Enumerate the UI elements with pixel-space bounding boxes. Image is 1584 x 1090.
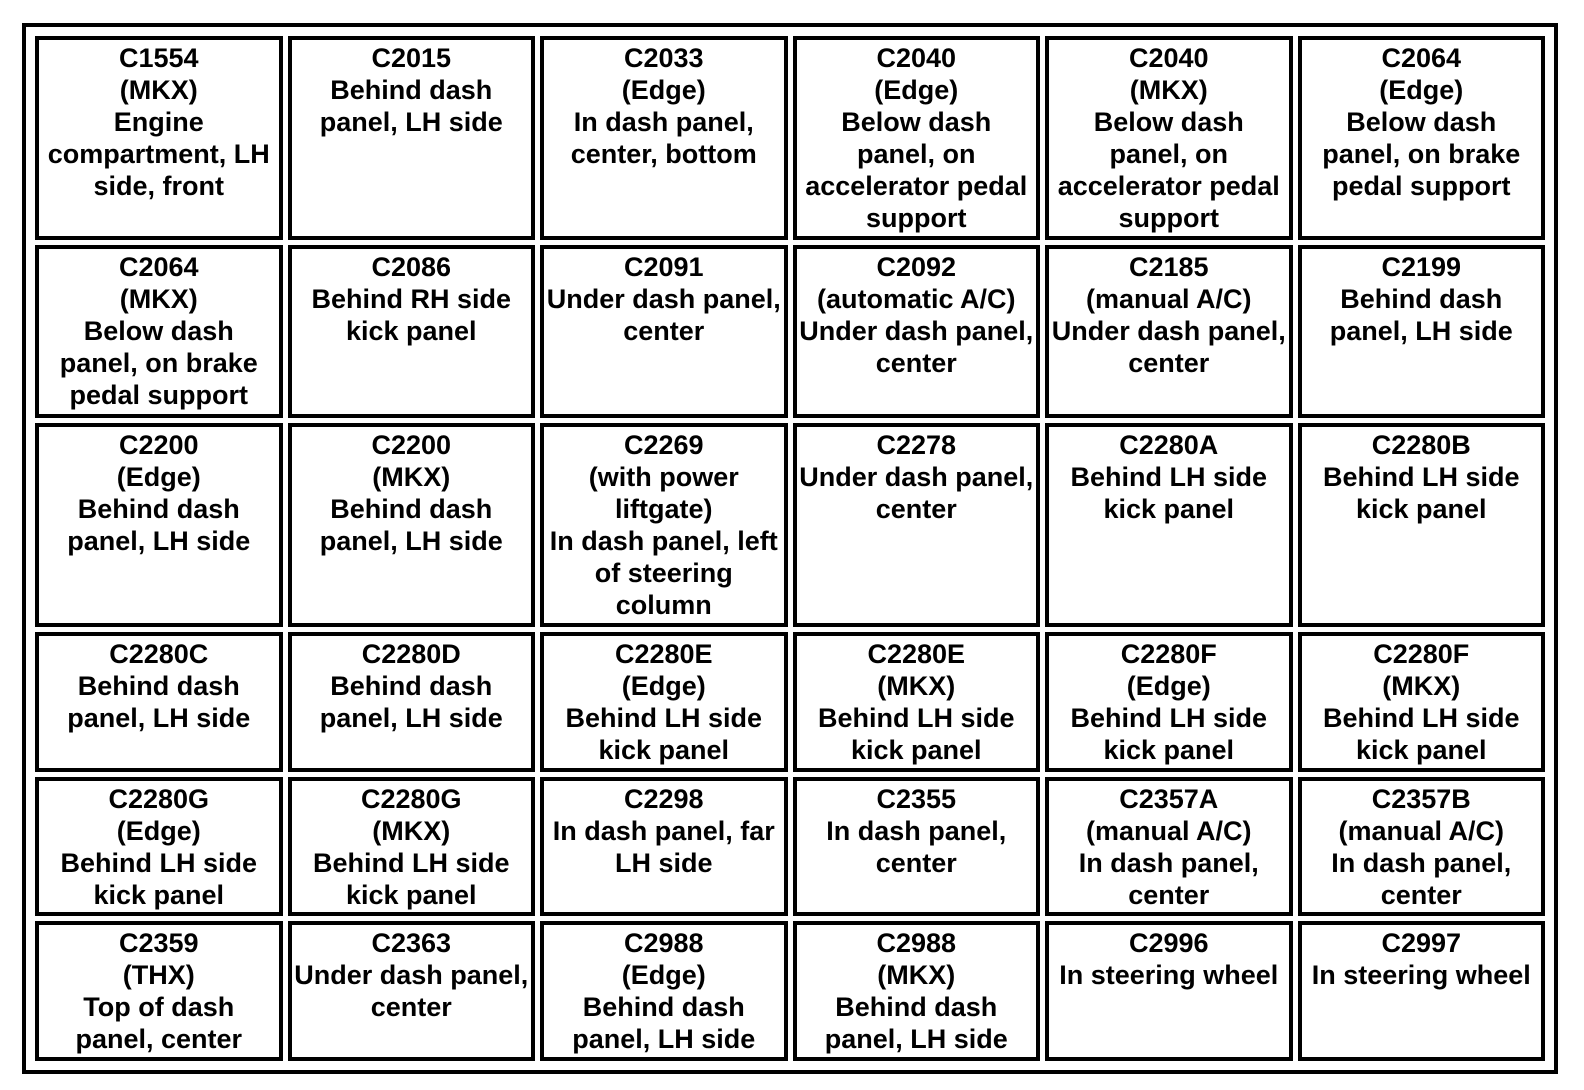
connector-cell <box>793 245 1041 417</box>
connector-location: In dash panel, center <box>1078 847 1259 910</box>
connector-qualifier: (Edge) <box>1126 670 1211 701</box>
connector-location: Behind LH side kick panel <box>1070 702 1267 765</box>
connector-code: C2363 <box>371 928 452 959</box>
connector-qualifier: (Edge) <box>621 960 706 991</box>
connector-code: C2280C <box>109 638 209 669</box>
connector-location: Behind dash panel, LH side <box>572 992 756 1055</box>
connector-cell <box>1298 423 1546 627</box>
connector-location: Behind dash panel, LH side <box>1329 284 1513 347</box>
connector-qualifier: (manual A/C) <box>1338 815 1504 846</box>
table-row <box>35 423 1545 627</box>
connector-code: C2280E <box>614 638 713 669</box>
connector-code: C2280F <box>1120 638 1217 669</box>
connector-qualifier: (MKX) <box>877 670 956 701</box>
connector-qualifier: (MKX) <box>1129 75 1208 105</box>
connector-cell <box>1298 632 1546 772</box>
connector-qualifier: (MKX) <box>372 461 451 492</box>
connector-code: C2280G <box>108 783 210 814</box>
connector-cell <box>288 632 536 772</box>
connector-cell <box>288 423 536 627</box>
connector-code: C2200 <box>371 429 452 460</box>
connector-code: C2997 <box>1381 928 1462 959</box>
connector-cell <box>1298 245 1546 417</box>
connector-code: C2280A <box>1119 429 1219 460</box>
connector-cell <box>540 777 788 917</box>
connector-location: Under dash panel, center <box>546 284 781 347</box>
connector-code: C2298 <box>623 783 704 814</box>
connector-location: In dash panel, left of steering column <box>549 525 778 620</box>
connector-cell <box>793 777 1041 917</box>
connector-qualifier: (manual A/C) <box>1085 284 1252 315</box>
connector-cell <box>1298 777 1546 917</box>
connector-cell <box>540 921 788 1061</box>
connector-table-body <box>35 36 1545 1061</box>
connector-location: In steering wheel <box>1059 960 1279 991</box>
connector-code: C2086 <box>371 252 452 283</box>
connector-qualifier: (MKX) <box>119 284 198 315</box>
connector-cell <box>288 777 536 917</box>
connector-code: C2359 <box>118 928 199 959</box>
connector-cell <box>793 36 1041 240</box>
connector-cell <box>540 632 788 772</box>
connector-qualifier: (MKX) <box>1382 670 1461 701</box>
connector-cell <box>540 245 788 417</box>
connector-location: Behind LH side kick panel <box>1322 702 1520 765</box>
connector-qualifier: (Edge) <box>874 75 959 105</box>
connector-cell <box>540 423 788 627</box>
connector-location: Behind LH side kick panel <box>817 702 1015 765</box>
connector-qualifier: (with power liftgate) <box>588 461 739 524</box>
connector-code: C2040 <box>1128 43 1209 73</box>
connector-location: Under dash panel, center <box>799 461 1034 524</box>
connector-cell <box>1045 921 1293 1061</box>
connector-code: C2988 <box>623 928 704 959</box>
connector-cell <box>35 245 283 417</box>
connector-cell <box>1045 245 1293 417</box>
connector-code: C2280E <box>867 638 966 669</box>
connector-location-table <box>30 31 1550 1066</box>
connector-cell <box>1045 632 1293 772</box>
connector-location: Behind dash panel, LH side <box>824 992 1008 1055</box>
connector-location: Behind LH side kick panel <box>312 847 510 910</box>
connector-location: In dash panel, far LH side <box>552 815 775 878</box>
connector-qualifier: (THX) <box>122 960 195 991</box>
connector-code: C2988 <box>876 928 957 959</box>
connector-code: C2280B <box>1371 429 1471 460</box>
connector-location: Behind dash panel, LH side <box>319 670 503 733</box>
connector-code: C2199 <box>1381 252 1462 283</box>
connector-location: Behind dash panel, LH side <box>319 493 503 556</box>
connector-code: C2040 <box>876 43 957 73</box>
connector-code: C2064 <box>1381 43 1462 73</box>
connector-qualifier: (automatic A/C) <box>816 284 1016 315</box>
connector-code: C2033 <box>623 43 704 73</box>
connector-code: C2185 <box>1128 252 1209 283</box>
connector-location: Below dash panel, on brake pedal support <box>59 316 258 411</box>
table-row <box>35 632 1545 772</box>
table-row <box>35 36 1545 240</box>
table-row <box>35 245 1545 417</box>
connector-location: Under dash panel, center <box>294 960 529 1023</box>
connector-location: Behind dash panel, LH side <box>319 75 503 137</box>
connector-qualifier: (MKX) <box>877 960 956 991</box>
table-row <box>35 921 1545 1061</box>
connector-cell <box>793 921 1041 1061</box>
connector-location: In dash panel, center <box>1331 847 1512 910</box>
connector-cell <box>35 36 283 240</box>
connector-location: Behind LH side kick panel <box>1322 461 1520 524</box>
connector-location: Below dash panel, on accelerator pedal support <box>1057 107 1280 233</box>
connector-qualifier: (MKX) <box>372 815 451 846</box>
connector-cell <box>288 245 536 417</box>
connector-location: Behind dash panel, LH side <box>67 670 251 733</box>
connector-qualifier: (Edge) <box>116 815 201 846</box>
connector-location: Behind RH side kick panel <box>311 284 512 347</box>
connector-code: C2278 <box>876 429 957 460</box>
connector-code: C2280D <box>361 638 461 669</box>
connector-code: C2357A <box>1119 783 1219 814</box>
connector-location: In dash panel, center, bottom <box>570 107 757 169</box>
connector-qualifier: (MKX) <box>119 75 198 105</box>
connector-qualifier: (Edge) <box>116 461 201 492</box>
connector-location-table-frame <box>22 23 1558 1074</box>
connector-code: C2091 <box>623 252 704 283</box>
connector-cell <box>35 921 283 1061</box>
connector-location: Under dash panel, center <box>1051 316 1286 379</box>
connector-cell <box>540 36 788 240</box>
connector-code: C2355 <box>876 783 957 814</box>
connector-code: C2092 <box>876 252 957 283</box>
connector-code: C2357B <box>1371 783 1471 814</box>
connector-qualifier: (Edge) <box>621 75 706 105</box>
connector-location: Engine compartment, LH side, front <box>47 107 270 201</box>
connector-code: C2200 <box>118 429 199 460</box>
connector-cell <box>288 36 536 240</box>
connector-location: Under dash panel, center <box>799 316 1034 379</box>
connector-location: In steering wheel <box>1311 960 1531 991</box>
connector-cell <box>35 632 283 772</box>
connector-code: C2064 <box>118 252 199 283</box>
connector-location: Behind LH side kick panel <box>1070 461 1267 524</box>
connector-location: In dash panel, center <box>826 815 1007 878</box>
table-row <box>35 777 1545 917</box>
connector-cell <box>793 423 1041 627</box>
connector-location: Below dash panel, on brake pedal support <box>1322 107 1521 201</box>
connector-code: C1554 <box>118 43 199 73</box>
connector-location: Behind dash panel, LH side <box>67 493 251 556</box>
connector-location: Top of dash panel, center <box>75 992 243 1055</box>
connector-qualifier: (Edge) <box>621 670 706 701</box>
connector-cell <box>793 632 1041 772</box>
connector-code: C2280F <box>1373 638 1470 669</box>
connector-cell <box>288 921 536 1061</box>
connector-qualifier: (manual A/C) <box>1085 815 1252 846</box>
connector-cell <box>35 777 283 917</box>
connector-code: C2269 <box>623 429 704 460</box>
connector-cell <box>1298 921 1546 1061</box>
connector-cell <box>35 423 283 627</box>
connector-code: C2280G <box>360 783 462 814</box>
connector-qualifier: (Edge) <box>1379 75 1464 105</box>
connector-location: Behind LH side kick panel <box>60 847 257 910</box>
connector-code: C2015 <box>371 43 452 73</box>
connector-location: Below dash panel, on accelerator pedal support <box>805 107 1028 233</box>
connector-cell <box>1298 36 1546 240</box>
connector-cell <box>1045 777 1293 917</box>
connector-cell <box>1045 423 1293 627</box>
connector-location: Behind LH side kick panel <box>565 702 762 765</box>
connector-cell <box>1045 36 1293 240</box>
connector-code: C2996 <box>1128 928 1209 959</box>
